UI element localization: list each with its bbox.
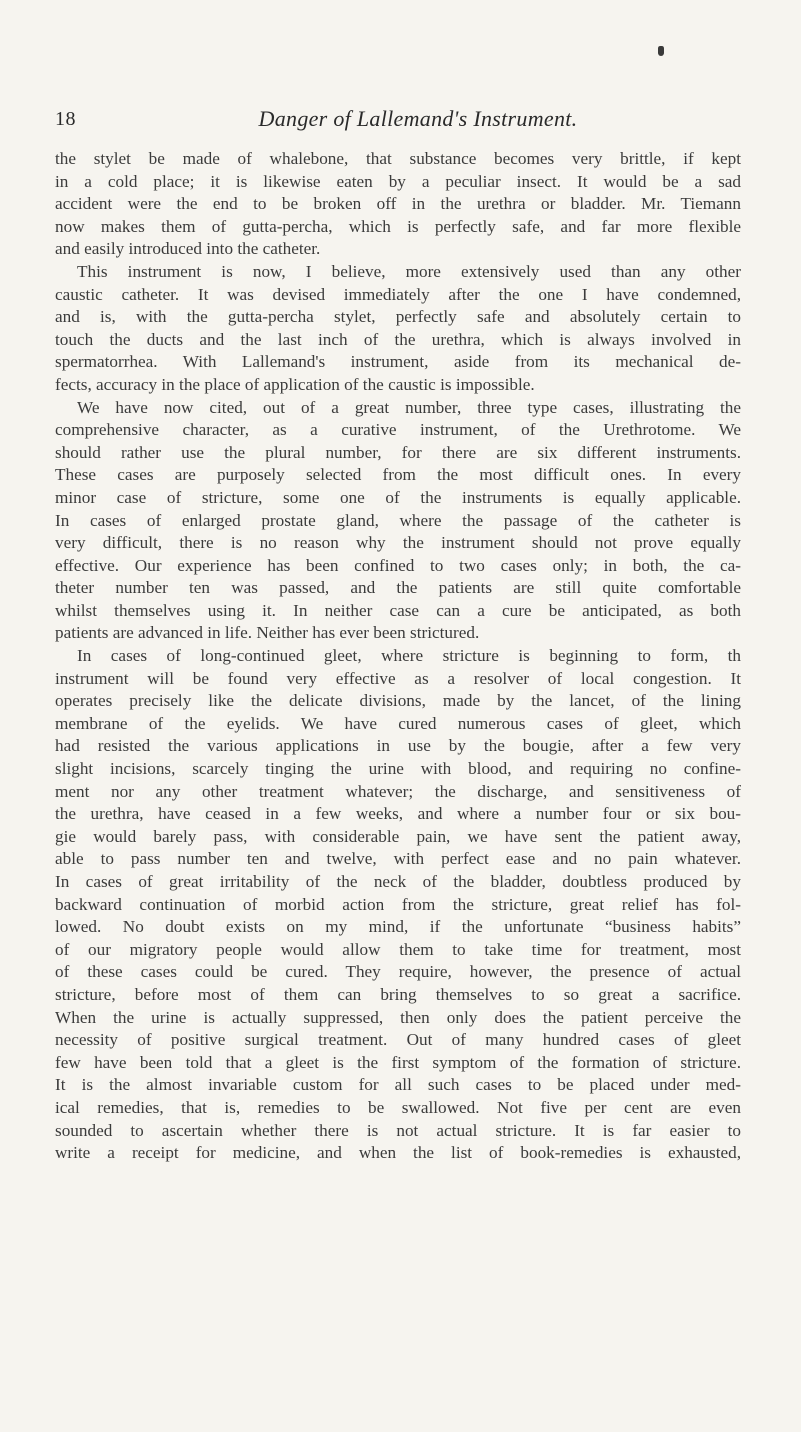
text-line: When the urine is actually suppressed, then only does the patient perceive the (55, 1007, 741, 1027)
text-line: We have now cited, out of a great number, three type cases, illustrating the (77, 397, 741, 417)
text-line: comprehensive character, as a curative instrument, of the Urethrotome. We (55, 420, 741, 440)
text-line: able to pass number ten and twelve, with perfect ease and no pain whatever. (55, 849, 741, 869)
body-text (55, 148, 741, 1165)
text-line: backward continuation of morbid action from the stricture, great relief has fol- (55, 894, 741, 914)
text-line: ical remedies, that is, remedies to be swallowed. Not five per cent are even (55, 1097, 741, 1117)
text-line: In cases of enlarged prostate gland, where the passage of the catheter is (55, 510, 741, 530)
page-header (55, 106, 741, 136)
text-line: write a receipt for medicine, and when the list of book-remedies is exhausted, (55, 1143, 741, 1163)
text-line: membrane of the eyelids. We have cured numerous cases of gleet, which (55, 713, 741, 733)
text-line: accident were the end to be broken off in the urethra or bladder. Mr. Tiemann (55, 194, 741, 214)
text-line: whilst themselves using it. In neither case can a cure be anticipated, as both (55, 600, 741, 620)
text-line: should rather use the plural number, for there are six different instruments. (55, 442, 741, 462)
text-line: lowed. No doubt exists on my mind, if the unfortunate “business habits” (55, 917, 741, 937)
text-line: These cases are purposely selected from the most difficult ones. In every (55, 465, 741, 485)
text-line: in a cold place; it is likewise eaten by a peculiar insect. It would be a sad (55, 171, 741, 191)
running-title: Danger of Lallemand's Instrument. (258, 106, 578, 131)
text-line: few have been told that a gleet is the first symptom of the formation of stricture. (55, 1052, 741, 1072)
text-line: slight incisions, scarcely tinging the urine with blood, and requiring no confine- (55, 759, 741, 779)
text-line: operates precisely like the delicate divisions, made by the lancet, of the lining (55, 691, 741, 711)
text-line: spermatorrhea. With Lallemand's instrument, aside from its mechanical de- (55, 352, 741, 372)
text-line: fects, accuracy in the place of application of the caustic is impossible. (55, 374, 535, 394)
text-line: the urethra, have ceased in a few weeks, and where a number four or six bou- (55, 804, 741, 824)
text-line: theter number ten was passed, and the patients are still quite comfortable (55, 578, 741, 598)
ink-spot (658, 46, 664, 56)
text-line: gie would barely pass, with considerable pain, we have sent the patient away, (55, 826, 741, 846)
text-line: This instrument is now, I believe, more extensively used than any other (77, 261, 741, 281)
text-line: very difficult, there is no reason why the instrument should not prove equally (55, 533, 741, 553)
text-line: patients are advanced in life. Neither has ever been strictured. (55, 623, 480, 643)
text-line: instrument will be found very effective as a resolver of local congestion. It (55, 668, 741, 688)
text-line: had resisted the various applications in use by the bougie, after a few very (55, 736, 741, 756)
text-line: In cases of great irritability of the neck of the bladder, doubtless produced by (55, 872, 741, 891)
text-line: minor case of stricture, some one of the instruments is equally applicable. (55, 487, 741, 507)
text-line: caustic catheter. It was devised immediately after the one I have condemned, (55, 284, 741, 304)
text-line: necessity of positive surgical treatment. Out of many hundred cases of gleet (55, 1030, 741, 1050)
page-number: 18 (55, 108, 76, 130)
text-line: sounded to ascertain whether there is not actual stricture. It is far easier to (55, 1120, 741, 1140)
text-line: effective. Our experience has been confined to two cases only; in both, the ca- (55, 555, 741, 575)
text-line: now makes them of gutta-percha, which is perfectly safe, and far more flexible (55, 216, 741, 236)
text-line: stricture, before most of them can bring themselves to so great a sacrifice. (55, 984, 741, 1004)
text-line: of these cases could be cured. They require, however, the presence of actual (55, 962, 741, 982)
text-line: touch the ducts and the last inch of the urethra, which is always involved in (55, 329, 741, 349)
text-line: ment nor any other treatment whatever; the discharge, and sensitiveness of (55, 781, 741, 801)
text-line: of our migratory people would allow them to take time for treatment, most (55, 939, 741, 959)
text-line: the stylet be made of whalebone, that substance becomes very brittle, if kept (55, 149, 741, 168)
text-line: In cases of long-continued gleet, where stricture is beginning to form, th (77, 646, 741, 666)
text-line: and is, with the gutta-percha stylet, perfectly safe and absolutely certain to (55, 307, 741, 327)
text-line: It is the almost invariable custom for all such cases to be placed under med- (55, 1075, 741, 1095)
text-line: and easily introduced into the catheter. (55, 239, 321, 259)
